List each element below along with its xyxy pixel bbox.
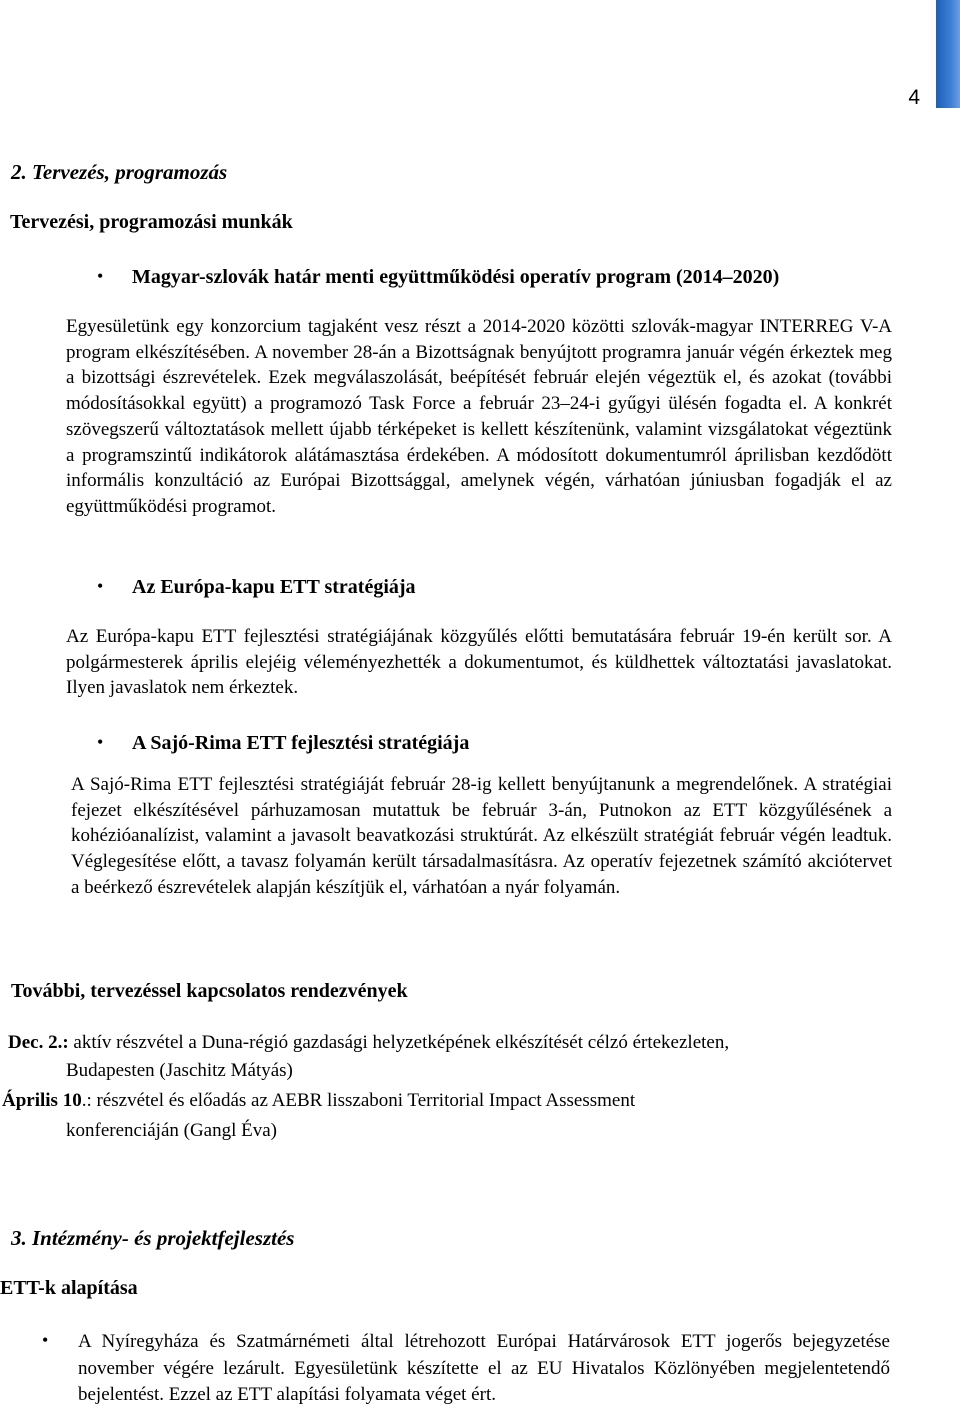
item-2-paragraph: Az Európa-kapu ETT fejlesztési stratégiájának közgyűlés előtti bemutatására február 19-én került sor. A polgármesterek április elejéig véleményezhették a dokumentumot, és küldhettek változtatási javaslatokat. Ilyen javaslatok nem érkeztek.: [66, 626, 892, 699]
event-continuation: konferenciáján (Gangl Éva): [66, 1120, 278, 1141]
item-3-paragraph: A Sajó-Rima ETT fejlesztési stratégiáját február 28-ig kellett benyújtanunk a megrendelőnek. A stratégiai fejezet elkészítésével párhuzamosan mutattuk be február 3-án, Putnokon az ETT közgyűlésének a kohézióanalízist, valamint a javasolt beavatkozási struktúrát. Az elkészült stratégiát február végén leadtuk. Véglegesítése előtt, a tavasz folyamán került társadalmasításra. Az operatív fejezetnek számító akciótervet a beérkező észrevételek alapján készítjük el, várhatóan a nyár folyamán.: [71, 774, 892, 898]
event-separator: :: [62, 1032, 69, 1053]
item-2-title: Az Európa-kapu ETT stratégiája: [132, 576, 416, 598]
event-date: Április 10: [2, 1090, 82, 1111]
bullet-icon: •: [97, 732, 104, 752]
bullet-icon: •: [97, 576, 104, 596]
events-heading: További, tervezéssel kapcsolatos rendezvények: [11, 980, 408, 1002]
section-2-subtitle: Tervezési, programozási munkák: [10, 211, 293, 233]
section-3-title: 3. Intézmény- és projektfejlesztés: [11, 1226, 295, 1250]
bullet-icon: •: [42, 1330, 49, 1350]
item-3-title: A Sajó-Rima ETT fejlesztési stratégiája: [132, 732, 470, 754]
page-number: 4: [908, 86, 920, 109]
event-text: aktív részvétel a Duna-régió gazdasági helyzetképének elkészítését célzó értekezleten,: [68, 1032, 730, 1053]
event-item: [2, 1087, 635, 1116]
page-accent-bar: [936, 0, 960, 108]
event-text: részvétel és előadás az AEBR lisszaboni Territorial Impact Assessment: [91, 1090, 636, 1111]
item-1-paragraph: Egyesületünk egy konzorcium tagjaként vesz részt a 2014-2020 közötti szlovák-magyar INTERREG V-A program elkészítésében. A november 28-án a Bizottságnak benyújtott programra január végén érkeztek meg a bizottsági észrevételek. Ezek megválaszolását, beépítését február elején végeztük el, és azokat (további módosításokkal együtt) a programozó Task Force a február 23–24-i gyűgyi ülésén fogadta el. A konkrét szövegszerű változtatások mellett újabb térképeket is kellett készítenünk, valamint vizsgálatokat végeztünk a programszintű indikátorok alátámasztása érdekében. A módosított dokumentumról áprilisban kezdődött informális konzultáció az Európai Bizottsággal, amelynek végén, várhatóan júniusban fogadják el az együttműködési programot.: [66, 316, 892, 517]
section-3-paragraph: A Nyíregyháza és Szatmárnémeti által létrehozott Európai Határvárosok ETT jogerős bejegyzetése november végére lezárult. Egyesületünk készítette el az EU Hivatalos Közlönyében megjelentetendő bejelentést. Ezzel az ETT alapítási folyamata véget ért.: [78, 1331, 890, 1405]
event-item: [8, 1029, 729, 1058]
bullet-icon: •: [97, 266, 104, 286]
section-2-title: 2. Tervezés, programozás: [11, 160, 228, 184]
event-continuation: Budapesten (Jaschitz Mátyás): [66, 1060, 293, 1081]
section-3-subtitle: ETT-k alapítása: [0, 1277, 138, 1299]
event-separator: .:: [81, 1090, 92, 1111]
item-1-title: Magyar-szlovák határ menti együttműködési operatív program (2014–2020): [132, 266, 780, 288]
event-date: Dec. 2.: [8, 1032, 63, 1053]
